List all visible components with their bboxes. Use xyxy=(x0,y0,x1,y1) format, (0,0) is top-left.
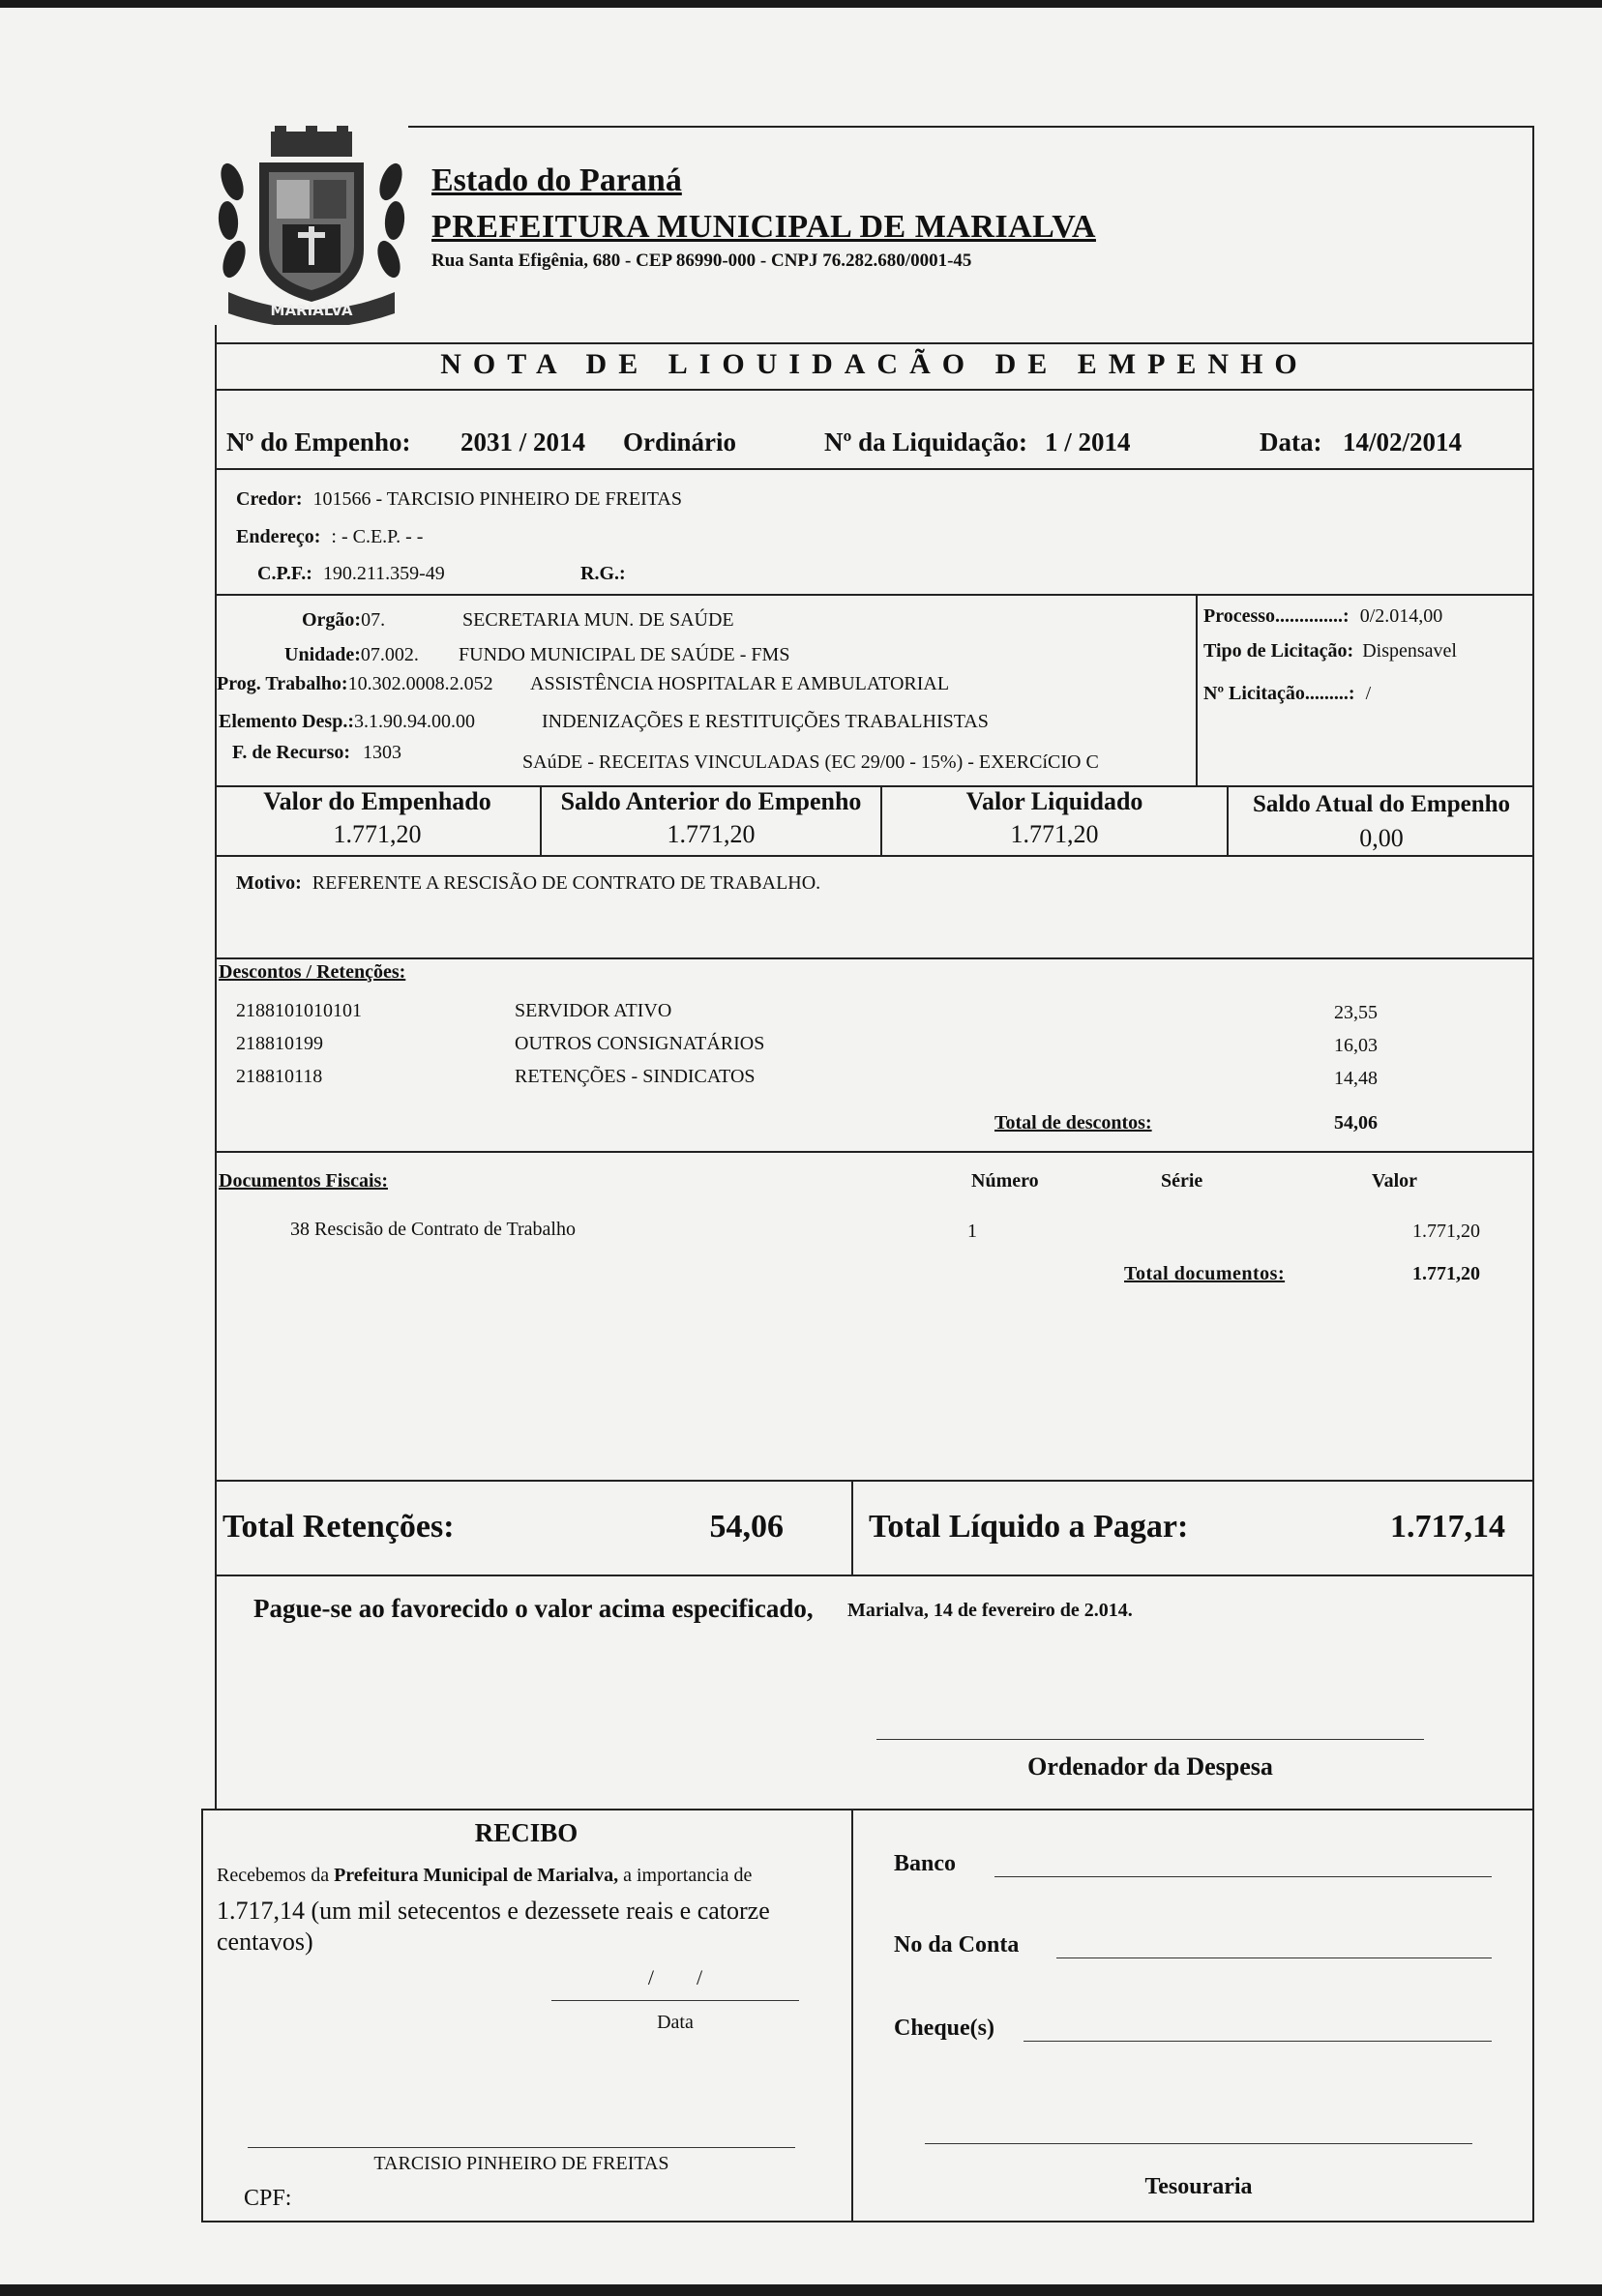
licitacao-num-value: / xyxy=(1365,683,1372,704)
divider xyxy=(215,855,1534,857)
motivo-label: Motivo: xyxy=(236,872,302,894)
recibo-amount-text: 1.717,14 (um mil setecentos e dezessete reais e catorze centavos) xyxy=(217,1897,770,1956)
recurso-code: 1303 xyxy=(363,742,402,763)
divider xyxy=(215,957,1534,959)
descontos-title: Descontos / Retenções: xyxy=(219,961,406,983)
recibo-cpf-label: CPF: xyxy=(244,2186,292,2211)
elemento-code: 3.1.90.94.00.00 xyxy=(353,711,475,732)
state-name: Estado do Paraná xyxy=(431,162,682,198)
saldo-atual-label: Saldo Atual do Empenho xyxy=(1252,791,1511,817)
date-label: Data: xyxy=(1260,427,1322,456)
recibo-text-b: Prefeitura Municipal de Marialva, xyxy=(334,1865,619,1886)
endereco-label: Endereço: xyxy=(236,526,321,547)
scan-edge-top xyxy=(0,0,1602,8)
city-hall-name: PREFEITURA MUNICIPAL DE MARIALVA xyxy=(431,209,1096,245)
credor-label: Credor: xyxy=(236,488,303,510)
conta-line xyxy=(1056,1957,1492,1958)
divider xyxy=(215,1151,1534,1153)
licitacao-num-label: Nº Licitação.........: xyxy=(1203,683,1355,704)
cpf-line xyxy=(257,563,445,585)
desconto-code: 218810118 xyxy=(236,1066,323,1087)
col-valor: Valor xyxy=(1372,1170,1418,1192)
valor-liquidado: 1.771,20 xyxy=(1010,820,1099,848)
cpf-value: 190.211.359-49 xyxy=(322,563,445,584)
date-line xyxy=(551,2000,799,2001)
unidade-code: 07.002. xyxy=(360,644,419,665)
recibo-data-label: Data xyxy=(657,2012,694,2033)
total-retencoes-label: Total Retenções: xyxy=(222,1509,455,1545)
scan-edge-bottom xyxy=(0,2284,1602,2296)
divider xyxy=(1196,594,1198,787)
orgao-line xyxy=(302,609,385,632)
liquidacao-number: 1 / 2014 xyxy=(1045,427,1131,456)
total-documentos-label: Total documentos: xyxy=(1124,1263,1286,1284)
col-numero: Número xyxy=(971,1170,1039,1192)
desconto-valor: 16,03 xyxy=(1334,1035,1378,1056)
empenho-number: 2031 / 2014 xyxy=(460,427,586,456)
recibo-text-a: Recebemos da xyxy=(217,1865,330,1886)
orgao-code: 07. xyxy=(361,609,386,631)
prog-code: 10.302.0008.2.052 xyxy=(347,673,493,694)
conta-label: No da Conta xyxy=(894,1932,1020,1957)
divider xyxy=(215,468,1534,470)
recibo-text-line xyxy=(217,1865,836,1887)
document-title: NOTA DE LIOUIDACÃO DE EMPENHO xyxy=(440,348,1309,380)
cheque-label: Cheque(s) xyxy=(894,2016,995,2041)
liquidacao-label: Nº da Liquidação: xyxy=(824,427,1027,456)
documentos-title: Documentos Fiscais: xyxy=(219,1170,388,1192)
desconto-valor: 23,55 xyxy=(1334,1002,1378,1023)
cheque-line xyxy=(1024,2041,1492,2042)
processo-value: 0/2.014,00 xyxy=(1359,605,1443,627)
rg-label: R.G.: xyxy=(580,563,626,584)
desconto-desc: RETENÇÕES - SINDICATOS xyxy=(515,1066,756,1087)
cpf-label: C.P.F.: xyxy=(257,563,312,584)
documento-desc: 38 Rescisão de Contrato de Trabalho xyxy=(290,1219,576,1240)
total-retencoes: 54,06 xyxy=(709,1509,784,1545)
licitacao-tipo-line xyxy=(1203,640,1457,662)
total-descontos-label: Total de descontos: xyxy=(994,1112,1152,1133)
desconto-desc: OUTROS CONSIGNATÁRIOS xyxy=(515,1033,765,1054)
tesouraria-signature-line xyxy=(925,2143,1472,2144)
licitacao-tipo-label: Tipo de Licitação: xyxy=(1203,640,1354,662)
saldo-anterior: 1.771,20 xyxy=(667,820,756,848)
tesouraria-label: Tesouraria xyxy=(1144,2174,1253,2199)
credor-value: 101566 - TARCISIO PINHEIRO DE FREITAS xyxy=(312,488,682,510)
address: Rua Santa Efigênia, 680 - CEP 86990-000 - CNPJ 76.282.680/0001-45 xyxy=(431,250,972,271)
motivo-text: REFERENTE A RESCISÃO DE CONTRATO DE TRABALHO. xyxy=(312,872,821,894)
valor-liquidado-label: Valor Liquidado xyxy=(965,787,1143,815)
empenho-number-label: Nº do Empenho: xyxy=(226,427,411,456)
pague-text: Pague-se ao favorecido o valor acima especificado, xyxy=(253,1594,814,1623)
processo-label: Processo..............: xyxy=(1203,605,1350,627)
recibo-text-c: a importancia de xyxy=(623,1865,753,1886)
licitacao-tipo-value: Dispensavel xyxy=(1362,640,1457,662)
signature-line xyxy=(248,2147,795,2148)
desconto-code: 2188101010101 xyxy=(236,1000,362,1021)
total-descontos: 54,06 xyxy=(1334,1112,1378,1133)
empenho-type: Ordinário xyxy=(623,427,737,456)
credor-line xyxy=(236,488,682,511)
svg-text:MARIALVA: MARIALVA xyxy=(270,302,353,319)
orgao-name: SECRETARIA MUN. DE SAÚDE xyxy=(462,609,734,631)
elemento-label: Elemento Desp.: xyxy=(219,711,354,732)
licitacao-num-line xyxy=(1203,683,1371,705)
documento-numero: 1 xyxy=(967,1221,977,1242)
col-serie: Série xyxy=(1161,1170,1203,1192)
unidade-label: Unidade: xyxy=(284,644,361,665)
orgao-label: Orgão: xyxy=(302,609,362,631)
saldo-anterior-label: Saldo Anterior do Empenho xyxy=(560,787,862,815)
prog-label: Prog. Trabalho: xyxy=(217,673,348,694)
recurso-line xyxy=(232,742,401,764)
municipal-crest-icon xyxy=(215,124,408,325)
endereco-line xyxy=(236,526,423,548)
recurso-name: SAúDE - RECEITAS VINCULADAS (EC 29/00 - 15%) - EXERCíCIO C xyxy=(522,751,1099,773)
divider xyxy=(851,1809,853,2222)
processo-line xyxy=(1203,605,1442,628)
date-value: 14/02/2014 xyxy=(1343,427,1463,456)
valor-empenhado-label: Valor do Empenhado xyxy=(263,787,491,815)
total-liquido-label: Total Líquido a Pagar: xyxy=(869,1509,1189,1545)
desconto-desc: SERVIDOR ATIVO xyxy=(515,1000,672,1021)
recibo-signer: TARCISIO PINHEIRO DE FREITAS xyxy=(373,2153,669,2174)
divider xyxy=(851,1480,853,1576)
banco-line xyxy=(994,1876,1492,1877)
documento-valor: 1.771,20 xyxy=(1412,1221,1480,1242)
prog-name: ASSISTÊNCIA HOSPITALAR E AMBULATORIAL xyxy=(530,673,950,694)
banco-label: Banco xyxy=(894,1851,957,1876)
desconto-valor: 14,48 xyxy=(1334,1068,1378,1089)
divider xyxy=(215,594,1534,596)
pague-local-data: Marialva, 14 de fevereiro de 2.014. xyxy=(847,1600,1133,1621)
recibo-title: RECIBO xyxy=(474,1818,578,1847)
recibo-date-slashes: / / xyxy=(647,1965,703,1989)
prog-line xyxy=(217,673,493,695)
elemento-line xyxy=(219,711,475,733)
motivo-line xyxy=(236,872,820,895)
ordenador-label: Ordenador da Despesa xyxy=(1027,1752,1273,1781)
unidade-name: FUNDO MUNICIPAL DE SAÚDE - FMS xyxy=(459,644,790,665)
main-body-box xyxy=(215,389,1534,1482)
endereco-value: : - C.E.P. - - xyxy=(331,526,424,547)
unidade-line xyxy=(284,644,419,666)
signature-line xyxy=(876,1739,1424,1740)
elemento-name: INDENIZAÇÕES E RESTITUIÇÕES TRABALHISTAS xyxy=(542,711,989,732)
valor-empenhado: 1.771,20 xyxy=(333,820,422,848)
total-liquido: 1.717,14 xyxy=(1390,1509,1505,1545)
saldo-atual: 0,00 xyxy=(1359,824,1404,852)
recurso-label: F. de Recurso: xyxy=(232,742,351,763)
total-documentos: 1.771,20 xyxy=(1412,1263,1480,1284)
desconto-code: 218810199 xyxy=(236,1033,323,1054)
